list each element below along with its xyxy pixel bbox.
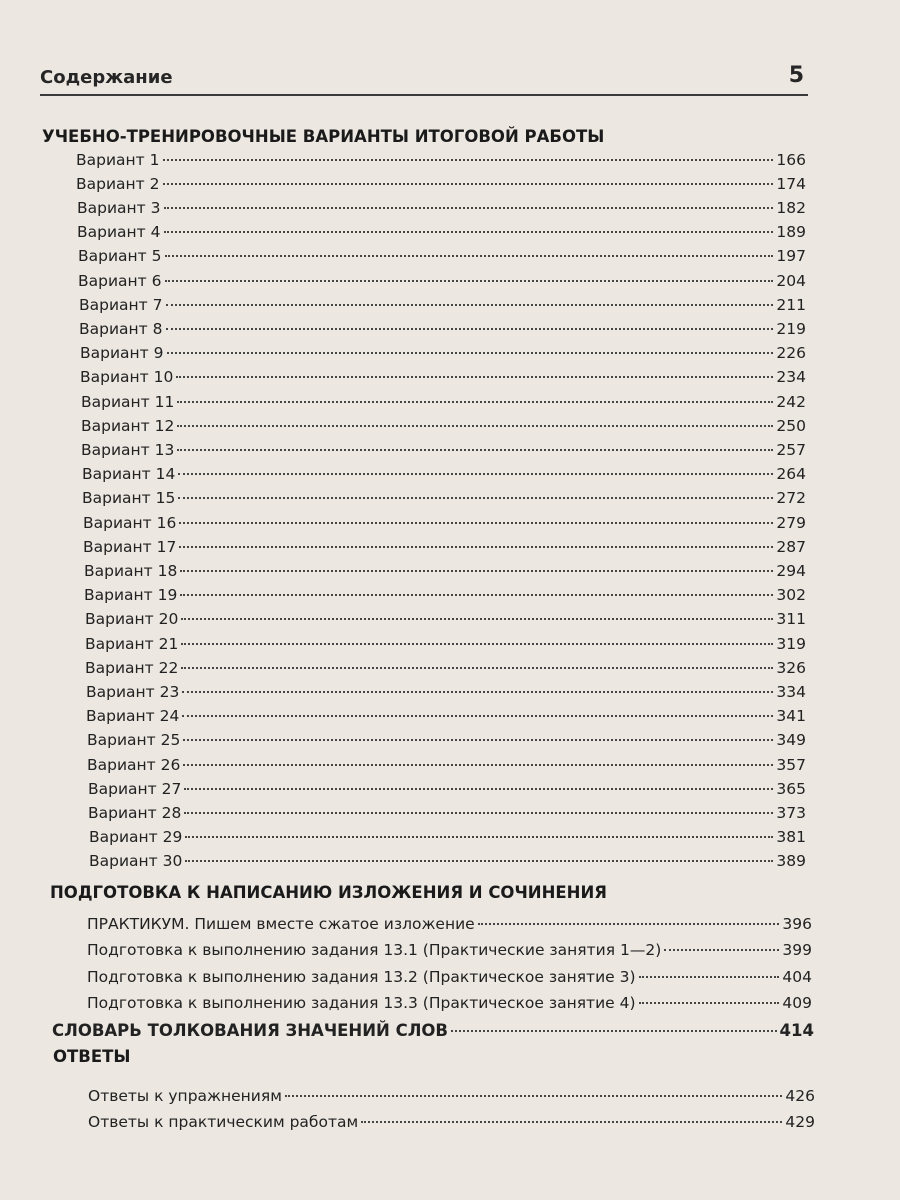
toc-entry-page: 429 (785, 1112, 815, 1131)
toc-entry-page: 211 (776, 295, 806, 314)
dot-leader (361, 1105, 782, 1123)
toc-entry-label: Вариант 13 (81, 440, 175, 459)
toc-entry-page: 197 (776, 247, 806, 266)
toc-entry-page: 319 (776, 634, 806, 653)
dot-leader (177, 385, 773, 403)
toc-entry-label: Вариант 20 (85, 610, 179, 629)
dot-leader (478, 907, 780, 925)
dot-leader (165, 264, 774, 282)
toc-entry-page: 326 (776, 658, 806, 677)
toc-entry-variant[interactable] (78, 268, 806, 290)
dot-leader (177, 433, 773, 451)
toc-entry-label: Вариант 19 (84, 586, 178, 605)
dot-leader (163, 143, 774, 161)
dot-leader (178, 458, 773, 476)
toc-entry-answers[interactable] (88, 1109, 815, 1131)
toc-entry-label: Подготовка к выполнению задания 13.1 (Практические занятия 1—2) (87, 941, 662, 959)
toc-entry-page: 166 (776, 150, 806, 169)
toc-entry-label: Ответы к практическим работам (88, 1112, 359, 1131)
toc-entry-label: Вариант 6 (78, 271, 162, 290)
toc-entry-variant[interactable] (87, 752, 806, 774)
toc-entry-label: Подготовка к выполнению задания 13.2 (Практическое занятие 3) (87, 967, 636, 986)
toc-entry-page: 279 (776, 513, 806, 532)
toc-entry-variant[interactable] (87, 728, 806, 750)
toc-entry-variant[interactable] (89, 849, 806, 871)
toc-entry-page: 272 (776, 489, 806, 508)
dot-leader (182, 700, 773, 718)
dot-leader (285, 1079, 783, 1097)
toc-entry-page: 409 (782, 994, 812, 1012)
toc-entry-page: 357 (776, 755, 806, 774)
toc-entry-label: Вариант 7 (79, 295, 163, 314)
dot-leader (179, 530, 773, 548)
toc-entry-page: 414 (779, 1020, 814, 1040)
toc-entry-label: Вариант 2 (76, 174, 160, 193)
toc-entry-label: Вариант 9 (80, 344, 164, 363)
section-heading-variants: УЧЕБНО-ТРЕНИРОВОЧНЫЕ ВАРИАНТЫ ИТОГОВОЙ РАБОТЫ (42, 127, 605, 146)
dot-leader (183, 748, 773, 766)
toc-entry-label: Вариант 4 (77, 223, 161, 242)
toc-entry-variant[interactable] (81, 437, 806, 459)
toc-entry-preparation[interactable] (87, 911, 812, 933)
page-number: 5 (788, 63, 804, 88)
toc-entry-variant[interactable] (79, 292, 806, 314)
toc-entry-variant[interactable] (84, 558, 806, 580)
toc-entry-variant[interactable] (76, 147, 806, 169)
dot-leader (178, 482, 773, 500)
dot-leader (166, 288, 774, 306)
toc-entry-variant[interactable] (88, 776, 806, 798)
toc-entry-label: Вариант 23 (86, 682, 180, 701)
toc-entry-variant[interactable] (89, 825, 806, 847)
toc-entry-label: Ответы к упражнениям (88, 1086, 282, 1105)
toc-entry-page: 365 (776, 779, 806, 798)
toc-entry-label: Вариант 15 (82, 489, 176, 508)
toc-entry-label: Вариант 18 (84, 561, 178, 580)
toc-entry-variant[interactable] (81, 413, 806, 435)
toc-entry-variant[interactable] (77, 220, 806, 242)
toc-entry-variant[interactable] (86, 704, 806, 726)
section-heading-preparation: ПОДГОТОВКА К НАПИСАНИЮ ИЗЛОЖЕНИЯ И СОЧИНЕНИЯ (50, 883, 608, 902)
dot-leader (184, 796, 773, 814)
dot-leader (180, 579, 773, 597)
toc-entry-page: 242 (776, 392, 806, 411)
toc-entry-variant[interactable] (85, 607, 806, 629)
toc-entry-variant[interactable] (78, 244, 806, 266)
toc-entry-page: 396 (782, 914, 812, 933)
toc-entry-label: Подготовка к выполнению задания 13.3 (Практическое занятие 4) (87, 994, 636, 1012)
toc-entry-page: 287 (776, 537, 806, 556)
toc-entry-variant[interactable] (80, 365, 806, 387)
toc-entry-page: 234 (776, 368, 806, 387)
toc-entry-page: 373 (776, 803, 806, 822)
toc-entry-variant[interactable] (85, 631, 806, 653)
toc-entry-variant[interactable] (79, 316, 806, 338)
toc-entry-label: Вариант 1 (76, 150, 160, 169)
dot-leader (181, 651, 773, 669)
toc-entry-label: Вариант 14 (82, 465, 176, 484)
toc-entry-label: Вариант 11 (81, 392, 175, 411)
toc-entry-label: Вариант 12 (81, 416, 175, 435)
toc-entry-label: Вариант 24 (86, 707, 180, 726)
toc-entry-page: 381 (776, 828, 806, 847)
dot-leader (163, 167, 774, 185)
toc-entry-variant[interactable] (77, 195, 806, 217)
toc-entry-preparation[interactable] (87, 991, 812, 1013)
dot-leader (164, 191, 774, 209)
toc-entry-label: ПРАКТИКУМ. Пишем вместе сжатое изложение (87, 914, 475, 933)
dot-leader (164, 216, 774, 234)
dot-leader (181, 627, 773, 645)
toc-entry-label: Вариант 17 (83, 537, 177, 556)
dot-leader (185, 821, 773, 839)
toc-entry-label: Вариант 26 (87, 755, 181, 774)
toc-entry-label: Вариант 5 (78, 247, 162, 266)
dot-leader (181, 603, 773, 621)
dot-leader (451, 1013, 777, 1032)
toc-entry-variant[interactable] (83, 534, 806, 556)
toc-entry-variant[interactable] (76, 171, 806, 193)
toc-entry-label: Вариант 28 (88, 803, 182, 822)
toc-entry-page: 341 (776, 707, 806, 726)
dot-leader (183, 724, 773, 742)
toc-entry-variant[interactable] (86, 679, 806, 701)
toc-entry-variant[interactable] (82, 462, 806, 484)
toc-entry-label: Вариант 29 (89, 828, 183, 847)
toc-entry-answers[interactable] (88, 1083, 815, 1105)
toc-entry-page: 302 (776, 586, 806, 605)
toc-entry-label: Вариант 16 (83, 513, 177, 532)
toc-entry-page: 349 (776, 731, 806, 750)
toc-entry-page: 219 (776, 319, 806, 338)
toc-entry-variant[interactable] (80, 341, 806, 363)
toc-entry-label: Вариант 21 (85, 634, 179, 653)
dot-leader (177, 409, 773, 427)
toc-entry-page: 250 (776, 416, 806, 435)
toc-entry-page: 182 (776, 198, 806, 217)
dot-leader (179, 506, 773, 524)
dot-leader (166, 312, 774, 330)
dot-leader (185, 845, 773, 863)
toc-entry-label: Вариант 3 (77, 198, 161, 217)
toc-entry-label: СЛОВАРЬ ТОЛКОВАНИЯ ЗНАЧЕНИЙ СЛОВ (52, 1020, 449, 1040)
dot-leader (180, 554, 773, 572)
toc-entry-label: Вариант 8 (79, 319, 163, 338)
toc-entry-preparation[interactable] (87, 964, 812, 986)
toc-entry-page: 311 (776, 610, 806, 629)
section-heading-answers: ОТВЕТЫ (53, 1047, 131, 1066)
toc-entry-page: 294 (776, 561, 806, 580)
toc-entry-page: 389 (776, 852, 806, 871)
toc-entry-label: Вариант 10 (80, 368, 174, 387)
toc-entry-label: Вариант 25 (87, 731, 181, 750)
dot-leader (639, 960, 780, 978)
toc-entry-variant[interactable] (82, 486, 806, 508)
dot-leader (165, 240, 774, 258)
toc-entry-variant[interactable] (84, 583, 806, 605)
toc-entry-page: 257 (776, 440, 806, 459)
toc-entry-page: 174 (776, 174, 806, 193)
dot-leader (184, 772, 773, 790)
toc-entry-variant[interactable] (88, 800, 806, 822)
dot-leader (176, 361, 773, 379)
toc-entry-preparation[interactable] (87, 938, 812, 960)
toc-entry-page: 264 (776, 465, 806, 484)
dot-leader (664, 934, 779, 952)
toc-entry-label: Вариант 30 (89, 852, 183, 871)
toc-entry-page: 226 (776, 344, 806, 363)
toc-entry-page: 189 (776, 223, 806, 242)
toc-entry-page: 204 (776, 271, 806, 290)
dot-leader (182, 675, 773, 693)
dot-leader (639, 987, 780, 1005)
toc-entry-variant[interactable] (81, 389, 806, 411)
toc-entry-page: 399 (782, 941, 812, 959)
toc-entry-label: Вариант 22 (85, 658, 179, 677)
toc-entry-variant[interactable] (83, 510, 806, 532)
toc-entry-label: Вариант 27 (88, 779, 182, 798)
toc-entry-variant[interactable] (85, 655, 806, 677)
dot-leader (167, 337, 774, 355)
toc-entry-page: 334 (776, 682, 806, 701)
toc-entry-page: 404 (782, 967, 812, 986)
running-title: Содержание (40, 67, 173, 88)
toc-entry-dictionary[interactable] (52, 1017, 814, 1040)
toc-entry-page: 426 (785, 1086, 815, 1105)
